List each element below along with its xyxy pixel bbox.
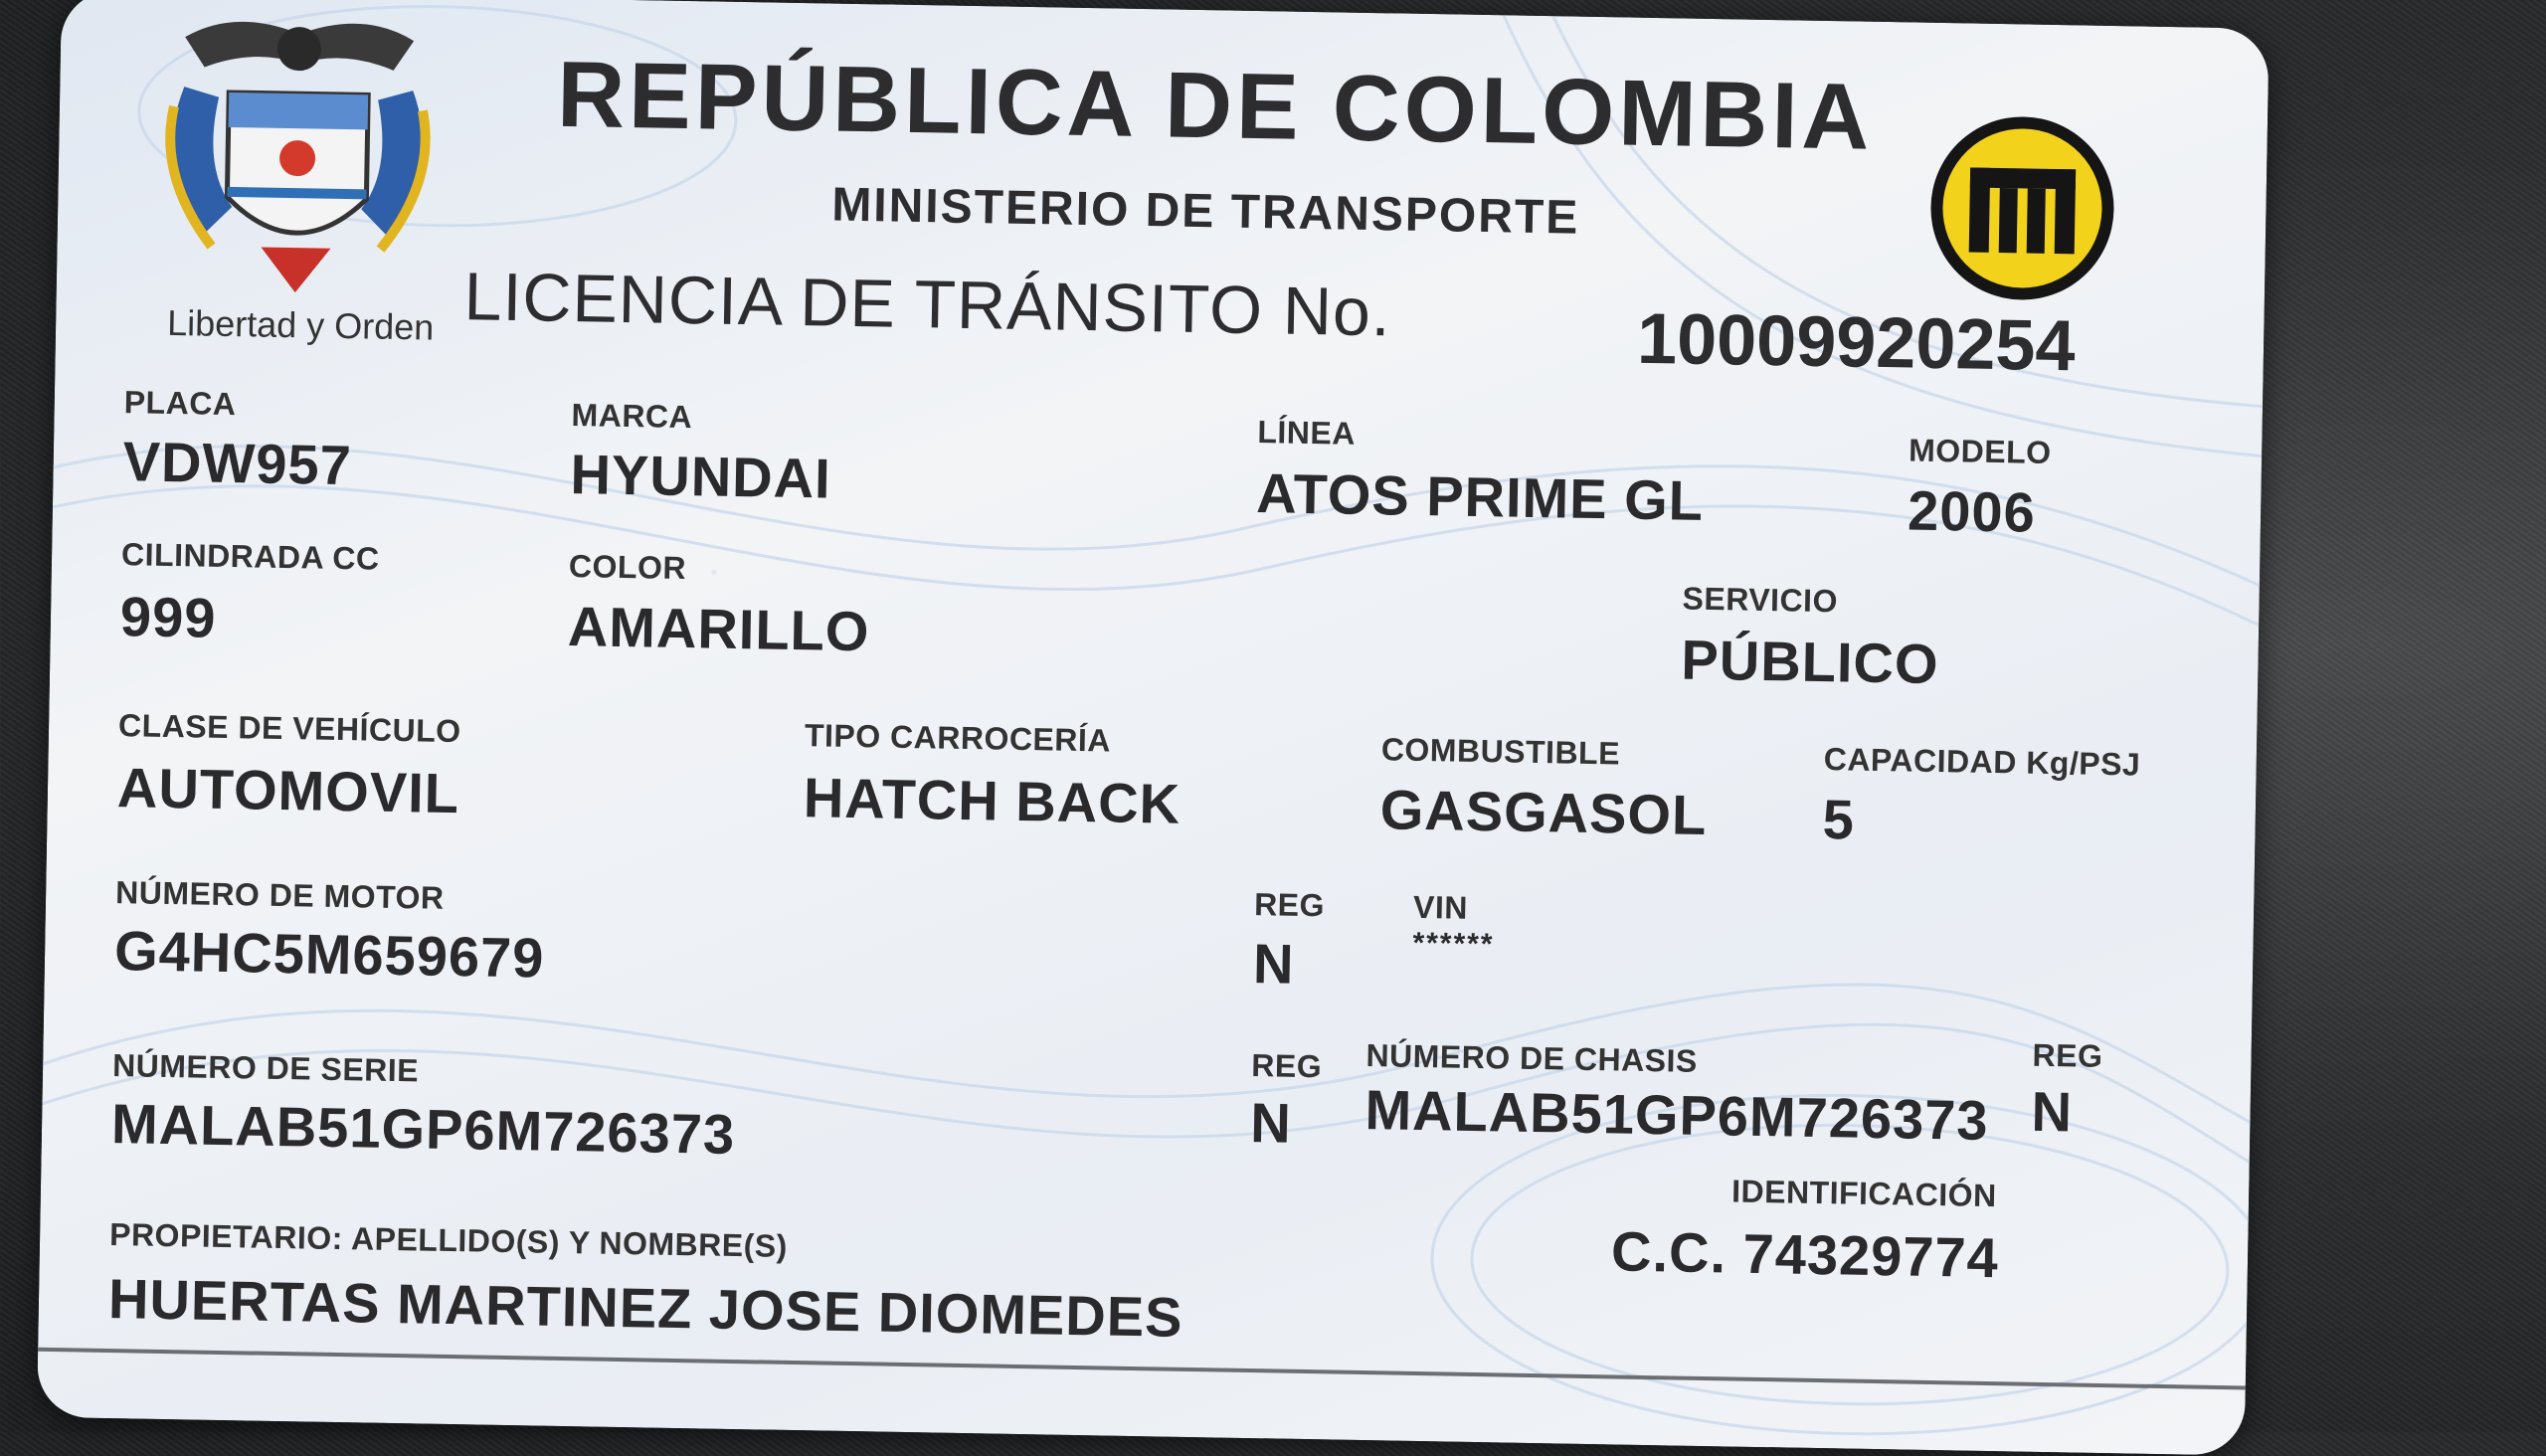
- country-title: REPÚBLICA DE COLOMBIA: [556, 41, 1875, 169]
- servicio-value: PÚBLICO: [1680, 628, 1940, 696]
- color-value: AMARILLO: [567, 594, 870, 663]
- marca-value: HYUNDAI: [570, 443, 832, 510]
- chasis-label: NÚMERO DE CHASIS: [1365, 1037, 1699, 1079]
- reg-serie-label: REG: [1251, 1047, 1323, 1085]
- mt-ministry-logo-icon: [1926, 112, 2118, 304]
- modelo-value: 2006: [1907, 478, 2037, 544]
- cilindrada-value: 999: [119, 585, 217, 649]
- color-label: COLOR: [568, 547, 687, 587]
- license-number: 10009920254: [1636, 298, 2077, 387]
- clase-value: AUTOMOVIL: [116, 756, 460, 825]
- card-bottom-rule: [38, 1348, 2246, 1390]
- transit-license-card: [37, 0, 2270, 1456]
- reg-serie-value: N: [1249, 1091, 1293, 1155]
- colombia-coat-of-arms-icon: [141, 6, 455, 299]
- coat-of-arms-motto: Libertad y Orden: [166, 301, 435, 348]
- reg-motor-value: N: [1252, 932, 1296, 996]
- carroceria-value: HATCH BACK: [803, 766, 1182, 835]
- placa-value: VDW957: [122, 430, 353, 497]
- capacidad-value: 5: [1822, 788, 1856, 851]
- motor-value: G4HC5M659679: [113, 919, 545, 990]
- reg-motor-label: REG: [1253, 886, 1326, 924]
- vin-value: ******: [1412, 926, 1495, 962]
- marca-label: MARCA: [571, 397, 693, 436]
- combustible-label: COMBUSTIBLE: [1380, 731, 1621, 772]
- license-title: LICENCIA DE TRÁNSITO No.: [463, 259, 1392, 351]
- serie-label: NÚMERO DE SERIE: [111, 1047, 420, 1089]
- ministry-title: MINISTERIO DE TRANSPORTE: [830, 178, 1580, 245]
- modelo-label: MODELO: [1908, 432, 2052, 470]
- capacidad-label: CAPACIDAD Kg/PSJ: [1823, 741, 2141, 783]
- motor-label: NÚMERO DE MOTOR: [114, 874, 445, 916]
- propietario-label: PROPIETARIO: APELLIDO(S) Y NOMBRE(S): [108, 1216, 789, 1264]
- reg-chasis-label: REG: [2032, 1036, 2103, 1074]
- reg-chasis-value: N: [2031, 1079, 2074, 1144]
- combustible-value: GASGASOL: [1379, 778, 1708, 846]
- servicio-label: SERVICIO: [1682, 580, 1839, 620]
- identificacion-label: IDENTIFICACIÓN: [1730, 1173, 1998, 1214]
- carroceria-label: TIPO CARROCERÍA: [804, 717, 1112, 759]
- linea-label: LÍNEA: [1257, 414, 1357, 452]
- propietario-value: HUERTAS MARTINEZ JOSE DIOMEDES: [107, 1267, 1184, 1349]
- linea-value: ATOS PRIME GL: [1255, 461, 1705, 532]
- placa-label: PLACA: [123, 384, 237, 423]
- vin-label: VIN: [1412, 888, 1469, 926]
- cilindrada-label: CILINDRADA CC: [120, 536, 380, 577]
- identificacion-value: C.C. 74329774: [1610, 1219, 2000, 1290]
- chasis-value: MALAB51GP6M726373: [1364, 1078, 1990, 1152]
- clase-label: CLASE DE VEHÍCULO: [117, 707, 461, 750]
- serie-value: MALAB51GP6M726373: [110, 1092, 736, 1166]
